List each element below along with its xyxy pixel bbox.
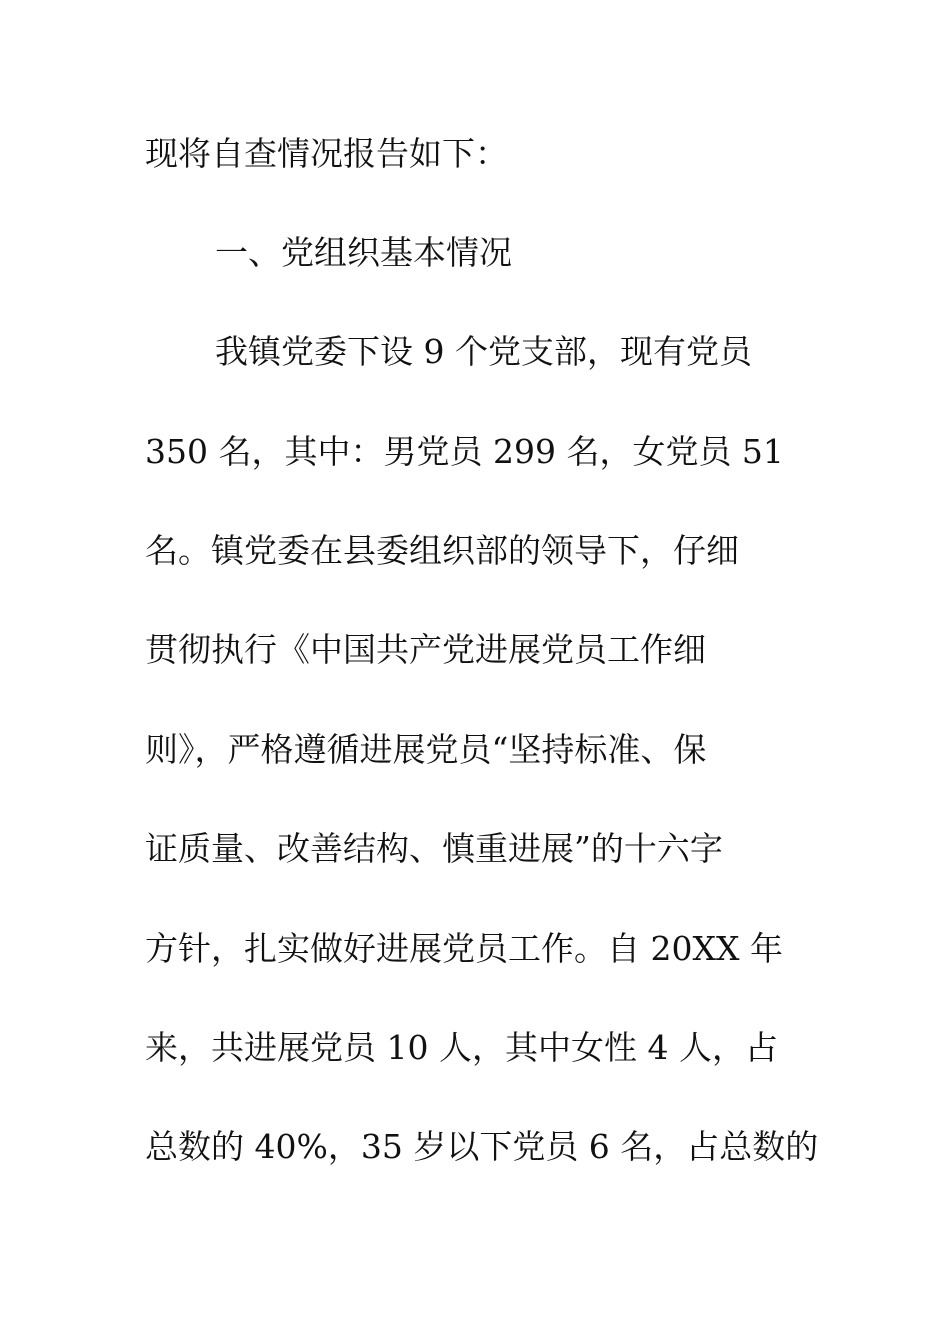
paragraph-line-7: 方针，扎实做好进展党员工作。自 20XX 年 <box>145 929 783 968</box>
paragraph-line-8: 来，共进展党员 10 人，其中女性 4 人，占 <box>145 1028 778 1067</box>
paragraph-line-intro: 现将自查情况报告如下： <box>145 134 508 173</box>
paragraph-line-9: 总数的 40%，35 岁以下党员 6 名，占总数的 <box>145 1127 819 1166</box>
paragraph-line-3: 名。镇党委在县委组织部的领导下，仔细 <box>145 531 739 570</box>
paragraph-line-1: 我镇党委下设 9 个党支部，现有党员 <box>215 332 752 371</box>
paragraph-line-4: 贯彻执行《中国共产党进展党员工作细 <box>145 630 706 669</box>
paragraph-line-6: 证质量、改善结构、慎重进展”的十六字 <box>145 829 723 868</box>
section-heading: 一、党组织基本情况 <box>215 233 512 272</box>
paragraph-line-2: 350 名，其中：男党员 299 名，女党员 51 <box>145 432 784 471</box>
paragraph-line-5: 则》，严格遵循进展党员“坚持标准、保 <box>145 730 707 769</box>
